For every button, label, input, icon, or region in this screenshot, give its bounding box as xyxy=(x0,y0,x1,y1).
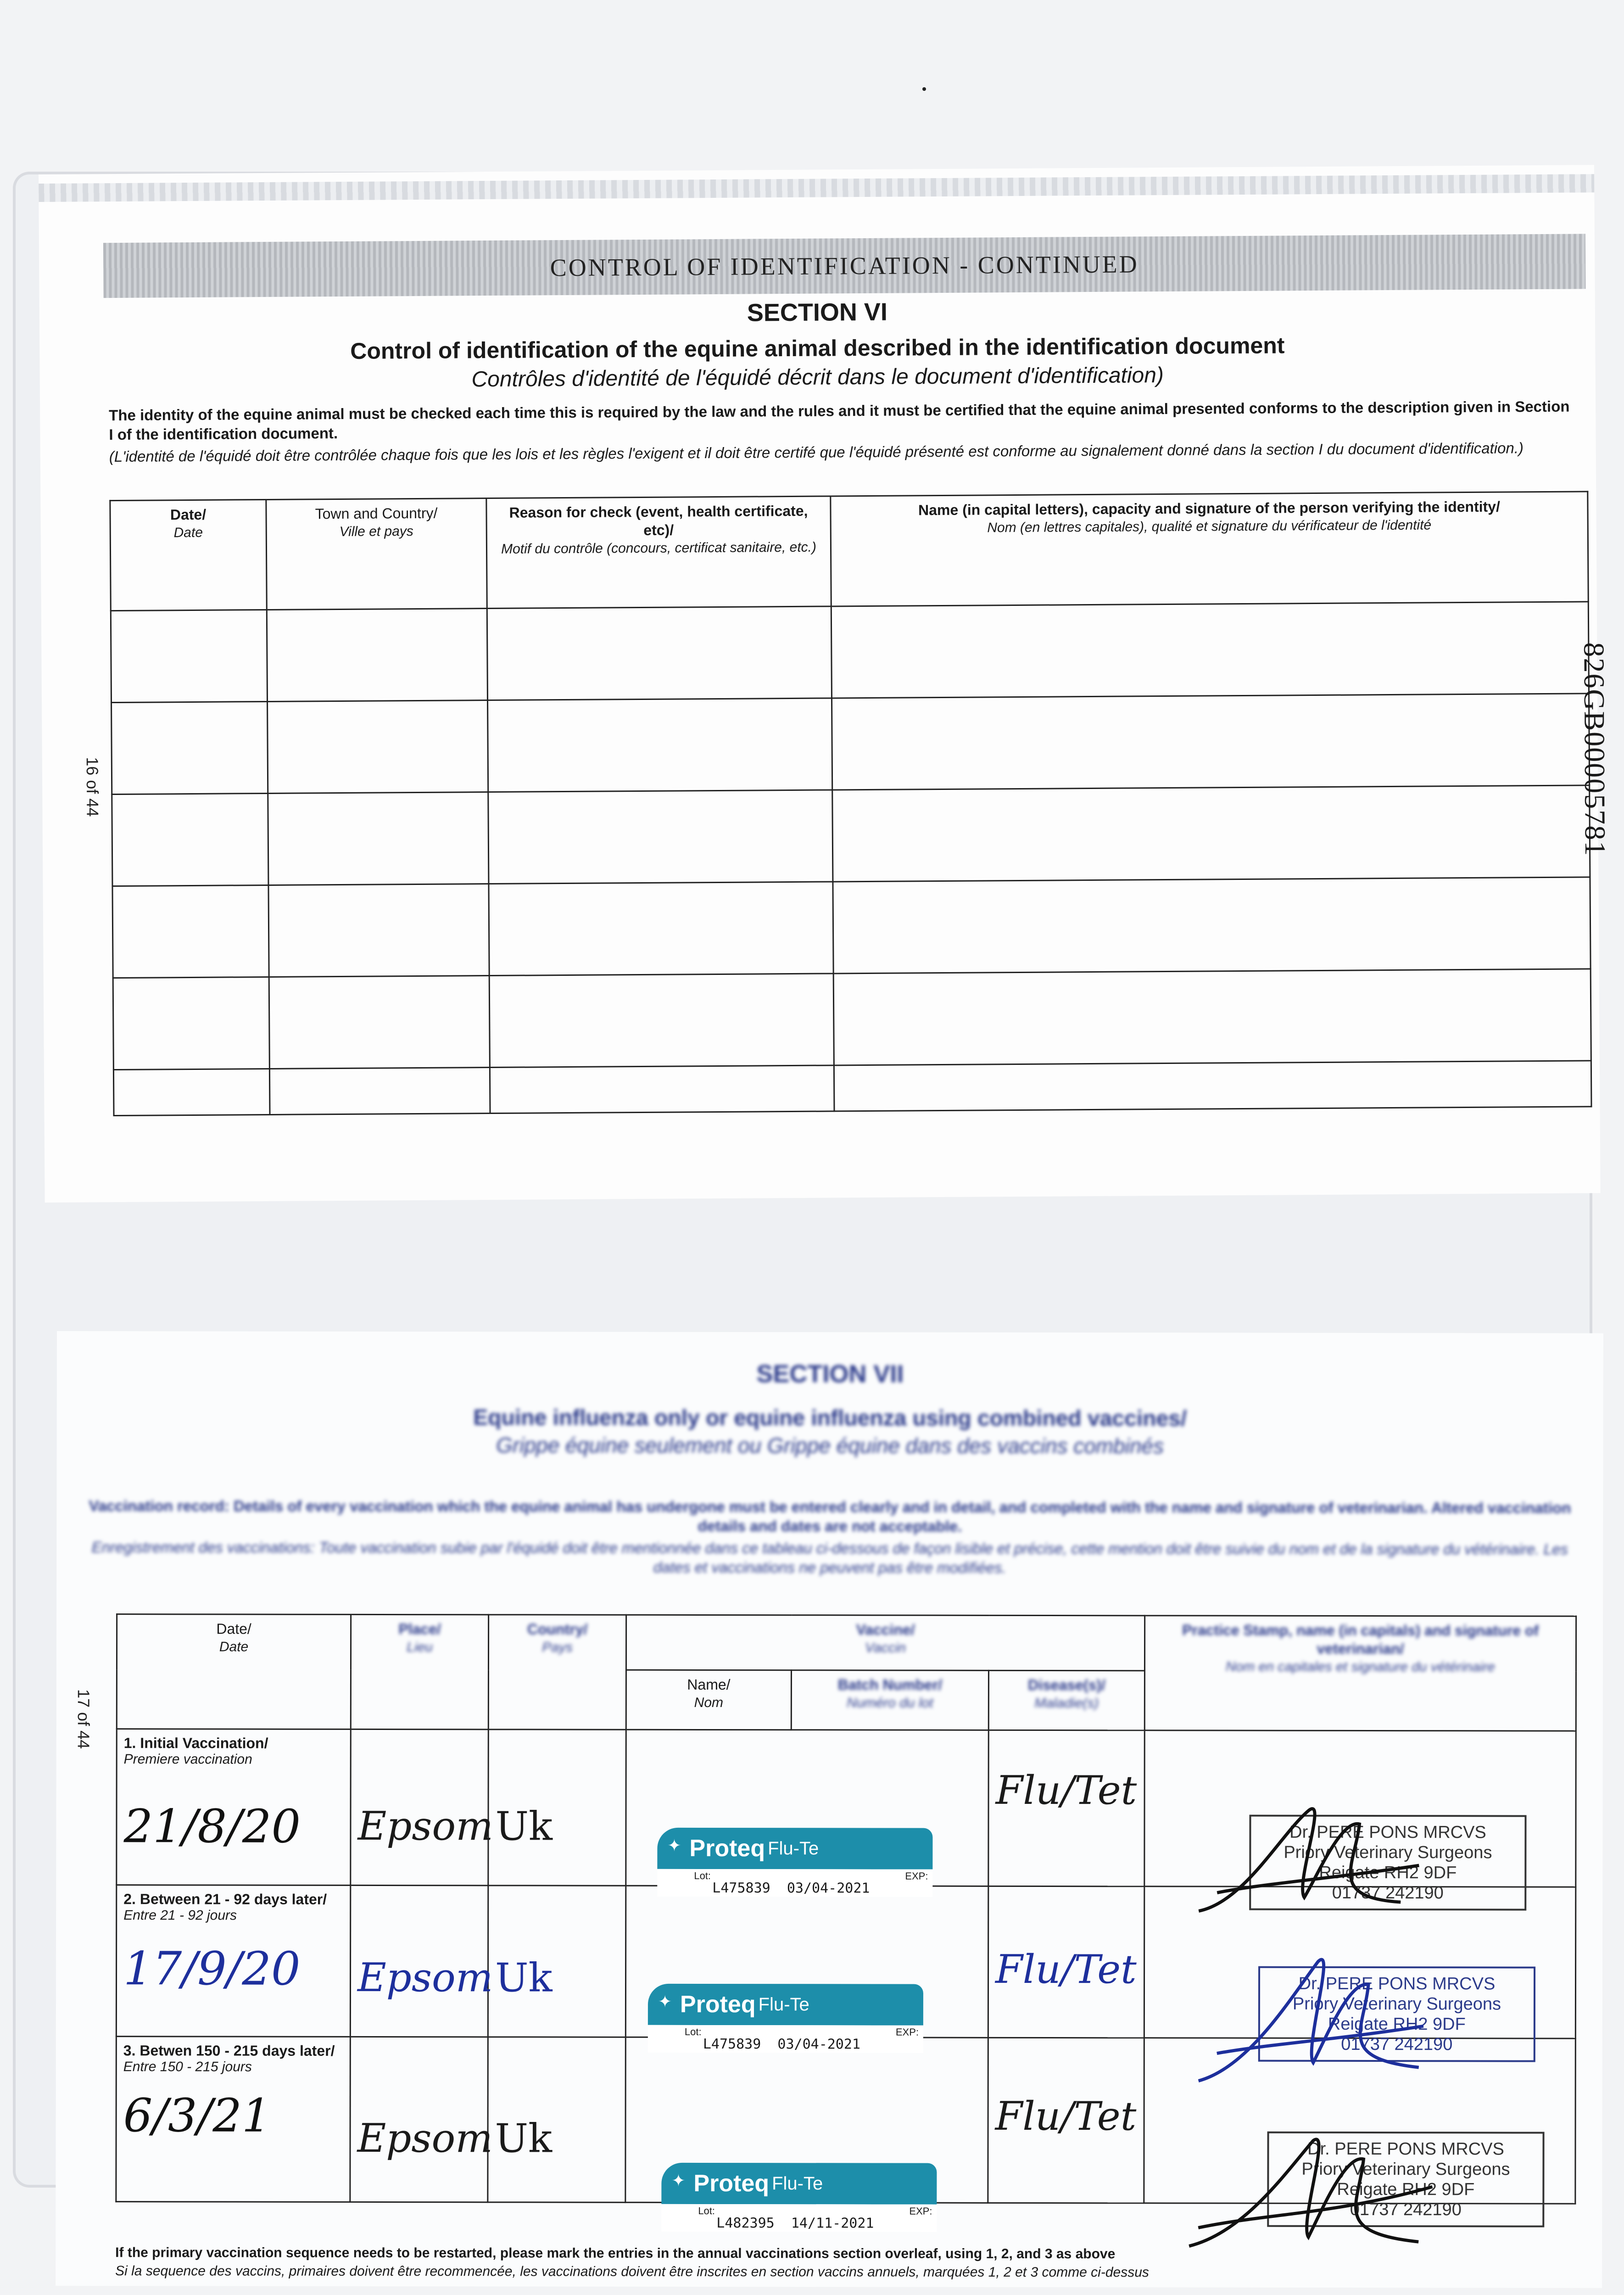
country-cell xyxy=(488,1730,626,1886)
section-vii-subtitle-fr: Grippe équine seulement ou Grippe équine dans des vaccins combinés xyxy=(496,1433,1164,1458)
vaccination-disease: Flu/Tet xyxy=(995,1946,1137,1993)
document-serial-number: 826GB00005781 xyxy=(1578,642,1612,857)
table-row xyxy=(111,602,1589,703)
page-number-17: 17 of 44 xyxy=(74,1689,93,1749)
row-label-fr: Premiere vaccination xyxy=(123,1752,252,1767)
col-reason: Reason for check (event, health certificate, etc)/ Motif du contrôle (concours, certificat sanitaire, etc.) xyxy=(486,496,831,609)
section-vi-title: SECTION VI xyxy=(747,298,888,327)
vaccination-place: Epsom xyxy=(357,1954,493,2001)
col-date: Date/ Date xyxy=(110,499,267,610)
vaccination-disease: Flu/Tet xyxy=(995,2093,1137,2140)
col-town-country: Town and Country/ Ville et pays xyxy=(266,498,487,610)
section-vii-subtitle: Equine influenza only or equine influenza using combined vaccines/ xyxy=(473,1405,1187,1431)
batch-number: L475839 xyxy=(703,2036,761,2053)
section-vii-intro: Vaccination record: Details of every vaccination which the equine animal has undergone must be entered clearly and in detail, and completed with the name and signature of veterinarian. Altered vaccination details and dates are not acceptable. xyxy=(89,1497,1571,1535)
vaccination-date: 6/3/21 xyxy=(123,2088,271,2143)
table-row xyxy=(112,877,1591,978)
section-vi-subtitle: Control of identification of the equine animal described in the identification document xyxy=(350,332,1285,364)
section-vi-intro-fr: (L'identité de l'équidé doit être contrôlée chaque fois que les lois et les règles l'exigent et il doit être certifé que l'équidé présenté est conforme au signalement donné dans la section I du document d'identification.) xyxy=(109,439,1524,465)
vaccination-country: Uk xyxy=(495,1803,553,1850)
col-verifier: Name (in capital letters), capacity and signature of the person verifying the identity/ Nom (en lettres capitales), qualité et signature du vérificateur de l'identité xyxy=(831,492,1588,606)
vaccination-place: Epsom xyxy=(357,2115,493,2162)
page-section-vii xyxy=(56,1331,1603,2288)
row-date-cell xyxy=(117,1729,351,1886)
table-row xyxy=(113,969,1591,1070)
banner-text: CONTROL OF IDENTIFICATION - CONTINUED xyxy=(550,250,1139,282)
vaccination-date: 17/9/20 xyxy=(123,1942,301,1996)
disease-cell xyxy=(988,1886,1144,2038)
scan-dust xyxy=(922,87,926,91)
vaccination-country: Uk xyxy=(495,1955,552,2001)
drop-icon: ✦ xyxy=(671,2171,686,2190)
place-cell xyxy=(351,1729,493,1885)
expiry-date: 14/11-2021 xyxy=(791,2215,874,2232)
vet-practice-stamp: Dr. PERE PONS MRCVS Priory Veterinary Surgeons Reigate RH2 9DF 01737 242190 xyxy=(1267,2132,1544,2228)
vet-practice-stamp: Dr. PERE PONS MRCVS Priory Veterinary Surgeons Reigate RH2 9DF 01737 242190 xyxy=(1258,1966,1535,2062)
row-label: 3. Betwen 150 - 215 days later/ xyxy=(123,2042,335,2059)
disease-cell xyxy=(988,1730,1144,1886)
vet-signature xyxy=(1189,1791,1428,1930)
page-number-16: 16 of 44 xyxy=(83,757,102,817)
table-row xyxy=(113,1061,1591,1116)
country-cell xyxy=(488,1886,625,2037)
place-cell xyxy=(350,2037,493,2202)
row-label: 1. Initial Vaccination/ xyxy=(123,1735,268,1752)
row-date-cell xyxy=(116,1885,350,2037)
vaccination-disease: Flu/Tet xyxy=(995,1767,1137,1814)
vaccination-country: Uk xyxy=(495,2116,552,2162)
vaccination-date: 21/8/20 xyxy=(123,1799,301,1853)
section-vii-title: SECTION VII xyxy=(756,1360,904,1388)
col-date: Date/ Date xyxy=(117,1614,351,1730)
disease-cell xyxy=(988,2038,1144,2203)
table-header-row xyxy=(110,492,1588,611)
col-disease: Disease(s)/ Maladie(s) xyxy=(988,1670,1144,1730)
col-practice-stamp: Practice Stamp, name (in capitals) and signature of veterinarian/ Nom en capitales et signature du vétérinaire xyxy=(1144,1616,1576,1731)
drop-icon: ✦ xyxy=(658,1992,672,2011)
col-batch-number: Batch Number/ Numéro du lot xyxy=(791,1670,988,1730)
vet-signature xyxy=(1189,1943,1428,2095)
place-cell xyxy=(350,1885,493,2037)
footnote-fr: Si la sequence des vaccins, primaires doivent être recommencée, les vaccinations doivent être inscrites en section vaccins annuels, marquées 1, 2 et 3 comme ci-dessus xyxy=(115,2263,1149,2280)
table-row xyxy=(112,694,1590,795)
page-section-vi xyxy=(39,165,1612,1203)
vaccine-sticker: ✦ Proteq Flu-Te Lot: EXP: L482395 14/11-2021 xyxy=(661,2163,937,2232)
section-vi-subtitle-fr: Contrôles d'identité de l'équidé décrit dans le document d'identification) xyxy=(471,363,1164,392)
vaccination-place: Epsom xyxy=(357,1803,493,1850)
section-vii-intro-fr: Enregistrement des vaccinations: Toute vaccination subie par l'équidé doit être mentionnée dans ce tableau ci-dessous de façon lisible et précise, cette mention doit être suivie du nom et de la signature du vétérinaire. Les dates et vaccinations ne peuvent pas être modifiées. xyxy=(91,1539,1568,1576)
expiry-date: 03/04-2021 xyxy=(777,2036,861,2053)
vaccine-sticker: ✦ Proteq Flu-Te Lot: EXP: L475839 03/04-2021 xyxy=(657,1828,932,1897)
col-country: Country/ Pays xyxy=(488,1615,626,1730)
expiry-date: 03/04-2021 xyxy=(787,1880,870,1897)
row-label: 2. Between 21 - 92 days later/ xyxy=(123,1891,327,1908)
col-vaccine: Vaccine/ Vaccin xyxy=(626,1615,1144,1671)
section-vi-intro: The identity of the equine animal must be checked each time this is required by the law and the rules and it must be certified that the equine animal presented conforms to the description given in Section I of the identification document. xyxy=(109,397,1570,443)
row-date-cell xyxy=(116,2037,351,2202)
passport-document xyxy=(16,174,1612,2280)
country-cell xyxy=(488,2037,626,2202)
row-label-fr: Entre 21 - 92 jours xyxy=(123,1908,237,1923)
drop-icon: ✦ xyxy=(667,1836,681,1855)
vet-practice-stamp: Dr. PERE PONS MRCVS Priory Veterinary Surgeons Reigate RH2 9DF 01737 242190 xyxy=(1249,1815,1526,1911)
page-edge-strip xyxy=(39,174,1594,202)
section-banner xyxy=(103,234,1586,298)
identification-check-table xyxy=(109,491,1592,1116)
row-label-fr: Entre 150 - 215 jours xyxy=(123,2059,252,2075)
footnote: If the primary vaccination sequence needs to be restarted, please mark the entries in the annual vaccinations section overleaf, using 1, 2, and 3 as above xyxy=(115,2245,1116,2262)
batch-number: L482395 xyxy=(716,2215,775,2232)
vaccine-header-row-1 xyxy=(117,1614,1576,1671)
vaccine-sticker: ✦ Proteq Flu-Te Lot: EXP: L475839 03/04-2021 xyxy=(648,1984,923,2053)
vet-signature xyxy=(1180,2122,1437,2260)
table-row xyxy=(112,785,1590,886)
col-place: Place/ Lieu xyxy=(351,1614,488,1729)
col-vaccine-name: Name/ Nom xyxy=(626,1670,791,1730)
batch-number: L475839 xyxy=(712,1880,770,1897)
